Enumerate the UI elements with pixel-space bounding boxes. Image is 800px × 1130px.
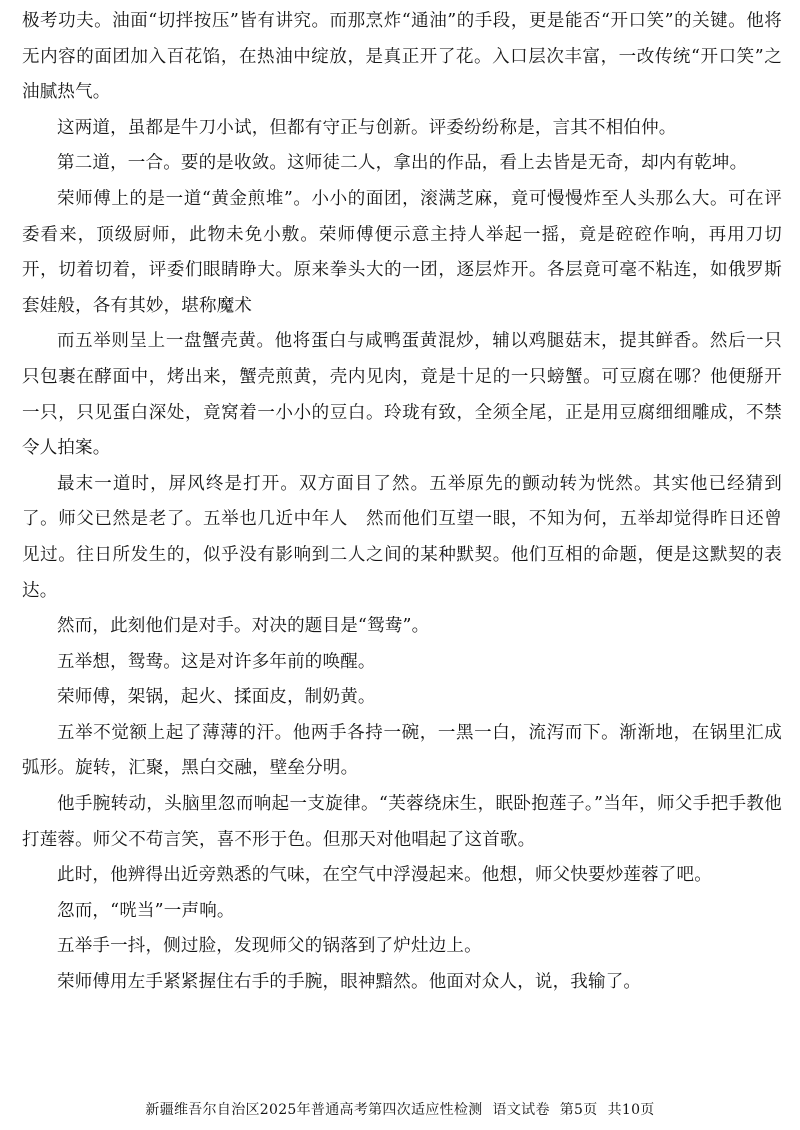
- footer-page-number: 第5页: [559, 1102, 598, 1118]
- paragraph-3: 第二道，一合。要的是收敛。这师徒二人，拿出的作品，看上去皆是无奇，却内有乾坤。: [57, 153, 748, 174]
- paragraph-14: 五举手一抖，侧过脸，发现师父的锅落到了炉灶边上。: [57, 936, 482, 957]
- article-body: [22, 4, 782, 1001]
- paragraph-9: 荣师傅，架锅，起火、揉面皮，制奶黄。: [57, 687, 376, 708]
- paragraph-10: 五举不觉额上起了薄薄的汗。他两手各持一碗，一黑一白，流泻而下。渐渐地，在锅里汇成弧形。旋转，汇聚，黑白交融，壁垒分明。: [22, 722, 782, 779]
- page-footer: [0, 1099, 800, 1119]
- footer-subject: 语文试卷: [492, 1102, 550, 1118]
- paragraph-1: 极考功夫。油面“切拌按压”皆有讲究。而那烹炸“通油”的手段，更是能否“开口笑”的关键。他将无内容的面团加入百花馅，在热油中绽放，是真正开了花。入口层次丰富，一改传统“开口笑”之油腻热气。: [22, 11, 782, 103]
- paragraph-7: 然而，此刻他们是对手。对决的题目是“鸳鸯”。: [57, 616, 430, 637]
- paragraph-8: 五举想，鸳鸯。这是对许多年前的唤醒。: [57, 651, 376, 672]
- paragraph-11: 他手腕转动，头脑里忽而响起一支旋律。“芙蓉绕床生，眠卧抱莲子。”当年，师父手把手教他打莲蓉。师父不苟言笑，喜不形于色。但那天对他唱起了这首歌。: [22, 794, 782, 850]
- paragraph-4: 荣师傅上的是一道“黄金煎堆”。小小的面团，滚满芝麻，竟可慢慢炸至人头那么大。可在评委看来，顶级厨师，此物未免小敷。荣师傅便示意主持人举起一摇，竟是硿硿作响，再用刀切开，切着切着，评委们眼睛睁大。原来拳头大的一团，逐层炸开。各层竟可毫不粘连，如俄罗斯套娃般，各有其妙，堪称魔术: [22, 188, 782, 316]
- paragraph-15: 荣师傅用左手紧紧握住右手的手腕，眼神黯然。他面对众人，说，我输了。: [57, 972, 642, 993]
- paragraph-13: 忽而，“咣当”一声响。: [57, 900, 235, 921]
- paragraph-2: 这两道，虽都是牛刀小试，但都有守正与创新。评委纷纷称是，言其不相伯仲。: [57, 117, 677, 138]
- footer-exam-title: 新疆维吾尔自治区2025年普通高考第四次适应性检测: [145, 1102, 483, 1118]
- footer-total-pages: 共10页: [607, 1102, 655, 1118]
- paragraph-6: 最末一道时，屏风终是打开。双方面目了然。五举原先的颤动转为恍然。其实他已经猜到了。师父已然是老了。五举也几近中年人 然而他们互望一眼，不知为何，五举却觉得昨日还曾见过。往日所发生的，似乎没有影响到二人之间的某种默契。他们互相的命题，便是这默契的表达。: [22, 473, 782, 601]
- paragraph-12: 此时，他辨得出近旁熟悉的气味，在空气中浮漫起来。他想，师父快要炒莲蓉了吧。: [57, 865, 712, 886]
- paragraph-5: 而五举则呈上一盘蟹壳黄。他将蛋白与咸鸭蛋黄混炒，辅以鸡腿菇末，提其鲜香。然后一只只包裹在酵面中，烤出来，蟹壳煎黄，壳内见肉，竟是十足的一只螃蟹。可豆腐在哪？他便掰开一只，只见蛋白深处，竟窝着一小小的豆白。玲珑有致，全须全尾，正是用豆腐细细雕成，不禁令人拍案。: [22, 331, 782, 459]
